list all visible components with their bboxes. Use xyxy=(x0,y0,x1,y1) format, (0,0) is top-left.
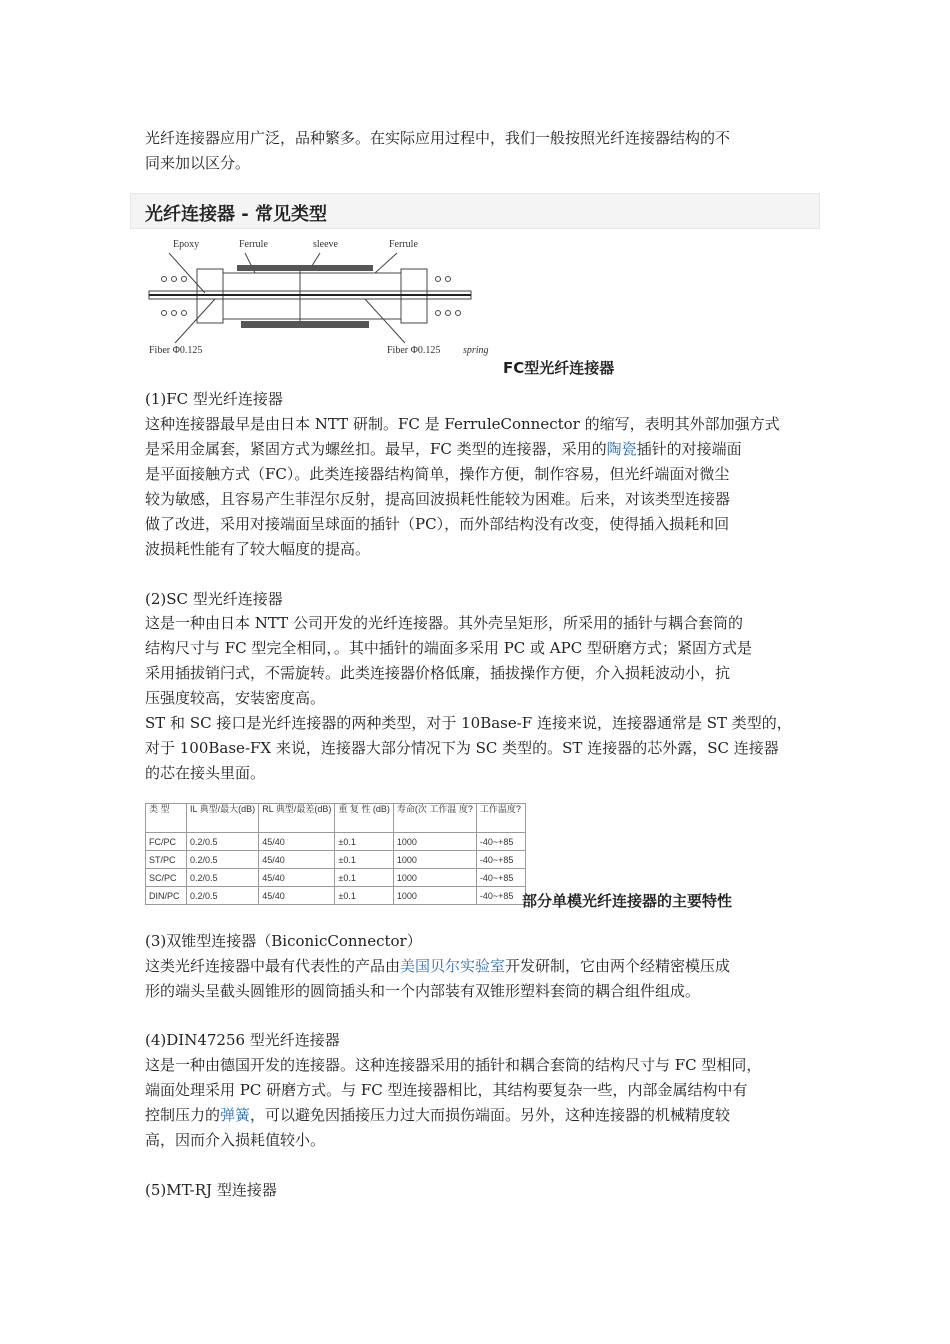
intro-line-2: 同来加以区分。 xyxy=(145,154,251,172)
table-header-row xyxy=(146,804,526,833)
table-cell: 45/40 xyxy=(259,851,335,869)
din-line-2: 端面处理采用 PC 研磨方式。与 FC 型连接器相比，其结构要复杂一些，内部金属结构中有 xyxy=(145,1081,748,1099)
table-cell: 45/40 xyxy=(259,869,335,887)
figure1-caption: FC型光纤连接器 xyxy=(503,359,615,377)
sc-title: (2)SC 型光纤连接器 xyxy=(145,590,283,608)
label-spring: spring xyxy=(463,345,489,356)
label-ferrule-right: Ferrule xyxy=(389,239,418,250)
sc-line-1: 这是一种由日本 NTT 公司开发的光纤连接器。其外壳呈矩形，所采用的插针与耦合套筒的 xyxy=(145,614,743,632)
table-cell: 0.2/0.5 xyxy=(187,887,259,905)
din-line-1: 这是一种由德国开发的连接器。这种连接器采用的插针和耦合套筒的结构尺寸与 FC 型相同， xyxy=(145,1056,762,1074)
section-title: 光纤连接器 - 常见类型 xyxy=(145,204,328,225)
fc-line-1: 这种连接器最早是由日本 NTT 研制。FC 是 FerruleConnector 的缩写，表明其外部加强方式 xyxy=(145,415,780,433)
sc-line-3: 采用插拔销闩式，不需旋转。此类连接器价格低廉，插拔操作方便，介入损耗波动小，抗 xyxy=(145,664,731,682)
table-cell: ±0.1 xyxy=(335,869,394,887)
sc-line-4: 压强度较高，安装密度高。 xyxy=(145,689,326,707)
table-header: 类 型 xyxy=(146,804,187,833)
characteristics-table xyxy=(145,803,526,905)
table-cell: 45/40 xyxy=(259,887,335,905)
table-row xyxy=(146,869,526,887)
din-line-4: 高，因而介入损耗值较小。 xyxy=(145,1131,326,1149)
table-header: 寿命(次 工作温 度? xyxy=(393,804,476,833)
table-cell: 0.2/0.5 xyxy=(187,851,259,869)
intro-line-1: 光纤连接器应用广泛，品种繁多。在实际应用过程中，我们一般按照光纤连接器结构的不 xyxy=(145,129,731,147)
table-row xyxy=(146,833,526,851)
fc-line-2: 是采用金属套，紧固方式为螺丝扣。最早，FC 类型的连接器，采用的陶瓷插针的对接端面 xyxy=(145,440,742,458)
label-fiber-right: Fiber Φ0.125 xyxy=(387,345,441,356)
table-cell: 0.2/0.5 xyxy=(187,833,259,851)
table-cell: DIN/PC xyxy=(146,887,187,905)
table-cell: 1000 xyxy=(393,869,476,887)
table-cell: 1000 xyxy=(393,887,476,905)
fc-line-5: 做了改进，采用对接端面呈球面的插针（PC），而外部结构没有改变，使得插入损耗和回 xyxy=(145,515,730,533)
table-cell: SC/PC xyxy=(146,869,187,887)
fc-connector-diagram xyxy=(145,233,505,358)
table-cell: -40~+85 xyxy=(476,869,525,887)
table-cell: ±0.1 xyxy=(335,851,394,869)
bell-labs-link[interactable]: 美国贝尔实验室 xyxy=(400,957,506,975)
table-cell: 1000 xyxy=(393,851,476,869)
label-epoxy: Epoxy xyxy=(173,239,200,250)
table-caption: 部分单模光纤连接器的主要特性 xyxy=(522,892,733,910)
biconic-line-2: 形的端头呈截头圆锥形的圆筒插头和一个内部装有双锥形塑料套筒的耦合组件组成。 xyxy=(145,982,701,1000)
din-title: (4)DIN47256 型光纤连接器 xyxy=(145,1031,340,1049)
table-cell: 0.2/0.5 xyxy=(187,869,259,887)
table-cell: ±0.1 xyxy=(335,833,394,851)
table-cell: ST/PC xyxy=(146,851,187,869)
biconic-line-1: 这类光纤连接器中最有代表性的产品由美国贝尔实验室开发研制，它由两个经精密模压成 xyxy=(145,957,731,975)
table-header: IL 典型/最大(dB) xyxy=(187,804,259,833)
fc-line-4: 较为敏感，且容易产生菲涅尔反射，提高回波损耗性能较为困难。后来，对该类型连接器 xyxy=(145,490,731,508)
table-cell: -40~+85 xyxy=(476,887,525,905)
label-fiber-left: Fiber Φ0.125 xyxy=(149,345,203,356)
table-cell: ±0.1 xyxy=(335,887,394,905)
label-ferrule: Ferrule xyxy=(239,239,268,250)
table-cell: 45/40 xyxy=(259,833,335,851)
table-cell: -40~+85 xyxy=(476,851,525,869)
table-row xyxy=(146,887,526,905)
table-cell: 1000 xyxy=(393,833,476,851)
biconic-title: (3)双锥型连接器（BiconicConnector） xyxy=(145,932,422,950)
fc-title: (1)FC 型光纤连接器 xyxy=(145,390,283,408)
sc-line-2: 结构尺寸与 FC 型完全相同，。其中插针的端面多采用 PC 或 APC 型研磨方式；紧固方式是 xyxy=(145,639,752,657)
mtrj-title: (5)MT-RJ 型连接器 xyxy=(145,1181,277,1199)
table-header: 工作温度? xyxy=(476,804,525,833)
sc-line-7: 的芯在接头里面。 xyxy=(145,764,266,782)
table-header: RL 典型/最差(dB) xyxy=(259,804,335,833)
section-header xyxy=(130,193,820,229)
table-cell: -40~+85 xyxy=(476,833,525,851)
sc-line-6: 对于 100Base-FX 来说，连接器大部分情况下为 SC 类型的。ST 连接器的芯外露，SC 连接器 xyxy=(145,739,779,757)
spring-link[interactable]: 弹簧 xyxy=(220,1106,251,1124)
ceramic-link[interactable]: 陶瓷 xyxy=(606,440,637,458)
table-row xyxy=(146,851,526,869)
table-header: 重 复 性 (dB) xyxy=(335,804,394,833)
din-line-3: 控制压力的弹簧，可以避免因插接压力过大而损伤端面。另外，这种连接器的机械精度较 xyxy=(145,1106,731,1124)
table-cell: FC/PC xyxy=(146,833,187,851)
label-sleeve: sleeve xyxy=(313,239,338,250)
fc-line-6: 波损耗性能有了较大幅度的提高。 xyxy=(145,540,371,558)
sc-line-5: ST 和 SC 接口是光纤连接器的两种类型，对于 10Base-F 连接来说，连接器通常是 ST 类型的， xyxy=(145,714,792,732)
fc-line-3: 是平面接触方式（FC）。此类连接器结构简单，操作方便，制作容易，但光纤端面对微尘 xyxy=(145,465,730,483)
